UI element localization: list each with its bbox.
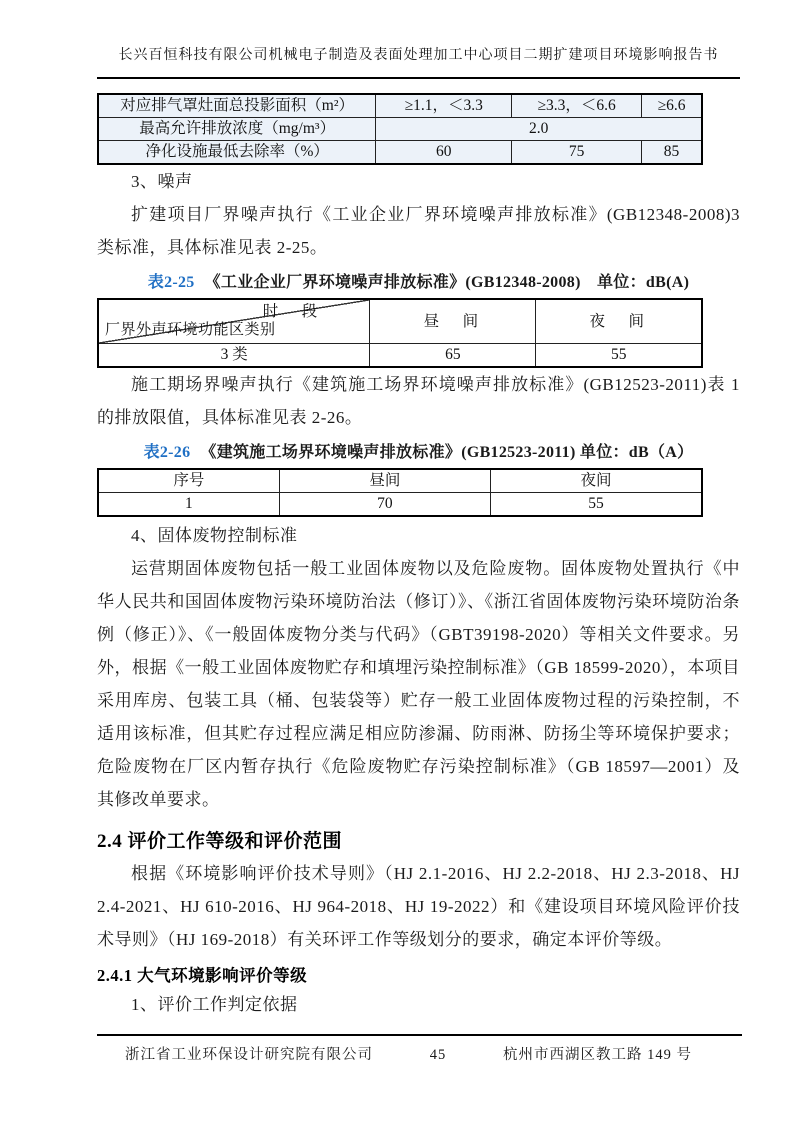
page-header	[97, 44, 740, 79]
diagonal-header-cell	[98, 299, 370, 343]
solid-waste-heading: 4、固体废物控制标准	[131, 526, 298, 546]
noise-paragraph: 扩建项目厂界噪声执行《工业企业厂界环境噪声排放标准》(GB12348-2008)3 类标准，具体标准见表 2-25。	[97, 205, 740, 258]
section-2-4-paragraph: 根据《环境影响评价技术导则》（HJ 2.1-2016、HJ 2.2-2018、HJ 2.3-2018、HJ 2.4-2021、HJ 610-2016、HJ 964-2018、HJ 19-2022）和《建设项目环境风险评价技术导则》（HJ 169-2018）有关环评工作等级划分的要求，确定本评价等级。	[97, 864, 740, 950]
table-cell: ≥3.3，＜6.6	[512, 94, 642, 118]
table-cell-night-limit: 55	[536, 343, 702, 367]
table-2-26-caption	[97, 439, 740, 462]
table-cell-label: 对应排气罩灶面总投影面积（m²）	[98, 94, 376, 118]
table-cell: ≥1.1，＜3.3	[376, 94, 512, 118]
table-2-26-caption-text: 《建筑施工场界环境噪声排放标准》(GB12523-2011) 单位：dB（A）	[200, 444, 694, 462]
table-2-25-caption	[97, 269, 740, 292]
table-cell-no: 1	[98, 493, 279, 517]
table-2-25-caption-id: 表2-25	[147, 274, 195, 292]
table-row	[98, 493, 702, 517]
table-cell: 75	[512, 141, 642, 165]
table-2-25-caption-text: 《工业企业厂界环境噪声排放标准》(GB12348-2008) 单位：dB(A)	[204, 274, 690, 292]
fume-standards-table	[97, 93, 703, 165]
table-row	[98, 118, 702, 141]
table-row	[98, 343, 702, 367]
table-cell: ≥6.6	[642, 94, 702, 118]
column-header-no: 序号	[98, 469, 279, 493]
table-row	[98, 141, 702, 165]
table-cell: 85	[642, 141, 702, 165]
table-cell-day-limit: 65	[370, 343, 536, 367]
solid-waste-paragraph: 运营期固体废物包括一般工业固体废物以及危险废物。固体废物处置执行《中华人民共和国固体废物污染环境防治法（修订）》、《浙江省固体废物污染环境防治条例（修正）》、《一般固体废物分类与代码》（GBT39198-2020）等相关文件要求。另外，根据《一般工业固体废物贮存和填埋污染控制标准》（GB 18599-2020），本项目采用库房、包装工具（桶、包装袋等）贮存一般工业固体废物过程的污染控制，不适用该标准，但其贮存过程应满足相应防渗漏、防雨淋、防扬尘等环境保护要求；危险废物在厂区内暂存执行《危险废物贮存污染控制标准》（GB 18597—2001）及其修改单要求。	[97, 559, 740, 810]
footer-company: 浙江省工业环保设计研究院有限公司	[125, 1047, 373, 1063]
noise-section-heading: 3、噪声	[131, 172, 193, 192]
column-header-day: 昼间	[279, 469, 490, 493]
table-cell-merged: 2.0	[376, 118, 702, 141]
table-cell-night-limit: 55	[491, 493, 702, 517]
diagonal-top-label: 时 段	[262, 303, 322, 321]
section-2-4-heading: 2.4 评价工作等级和评价范围	[97, 831, 343, 853]
footer-page-number: 45	[429, 1047, 447, 1063]
page-footer	[97, 1034, 742, 1064]
table-cell-label: 净化设施最低去除率（%）	[98, 141, 376, 165]
header-divider	[97, 77, 740, 79]
table-header-row	[98, 299, 702, 343]
criteria-item-1: 1、评价工作判定依据	[131, 995, 298, 1015]
section-2-4-1-heading: 2.4.1 大气环境影响评价等级	[97, 966, 308, 986]
page-header-title: 长兴百恒科技有限公司机械电子制造及表面处理加工中心项目二期扩建项目环境影响报告书	[118, 48, 719, 63]
column-header-night: 夜间	[491, 469, 702, 493]
table-cell: 60	[376, 141, 512, 165]
footer-address: 杭州市西湖区教工路 149 号	[503, 1047, 692, 1063]
factory-noise-table	[97, 298, 703, 368]
table-cell-category: 3 类	[98, 343, 370, 367]
table-2-26-caption-id: 表2-26	[143, 444, 191, 462]
column-header-day: 昼 间	[370, 299, 536, 343]
construction-noise-paragraph: 施工期场界噪声执行《建筑施工场界环境噪声排放标准》(GB12523-2011)表 1 的排放限值，具体标准见表 2-26。	[97, 375, 740, 428]
construction-noise-table	[97, 468, 703, 517]
table-cell-label: 最高允许排放浓度（mg/m³）	[98, 118, 376, 141]
table-row	[98, 94, 702, 118]
column-header-night: 夜 间	[536, 299, 702, 343]
table-header-row	[98, 469, 702, 493]
diagonal-bottom-label: 厂界外声环境功能区类别	[105, 322, 276, 339]
table-cell-day-limit: 70	[279, 493, 490, 517]
